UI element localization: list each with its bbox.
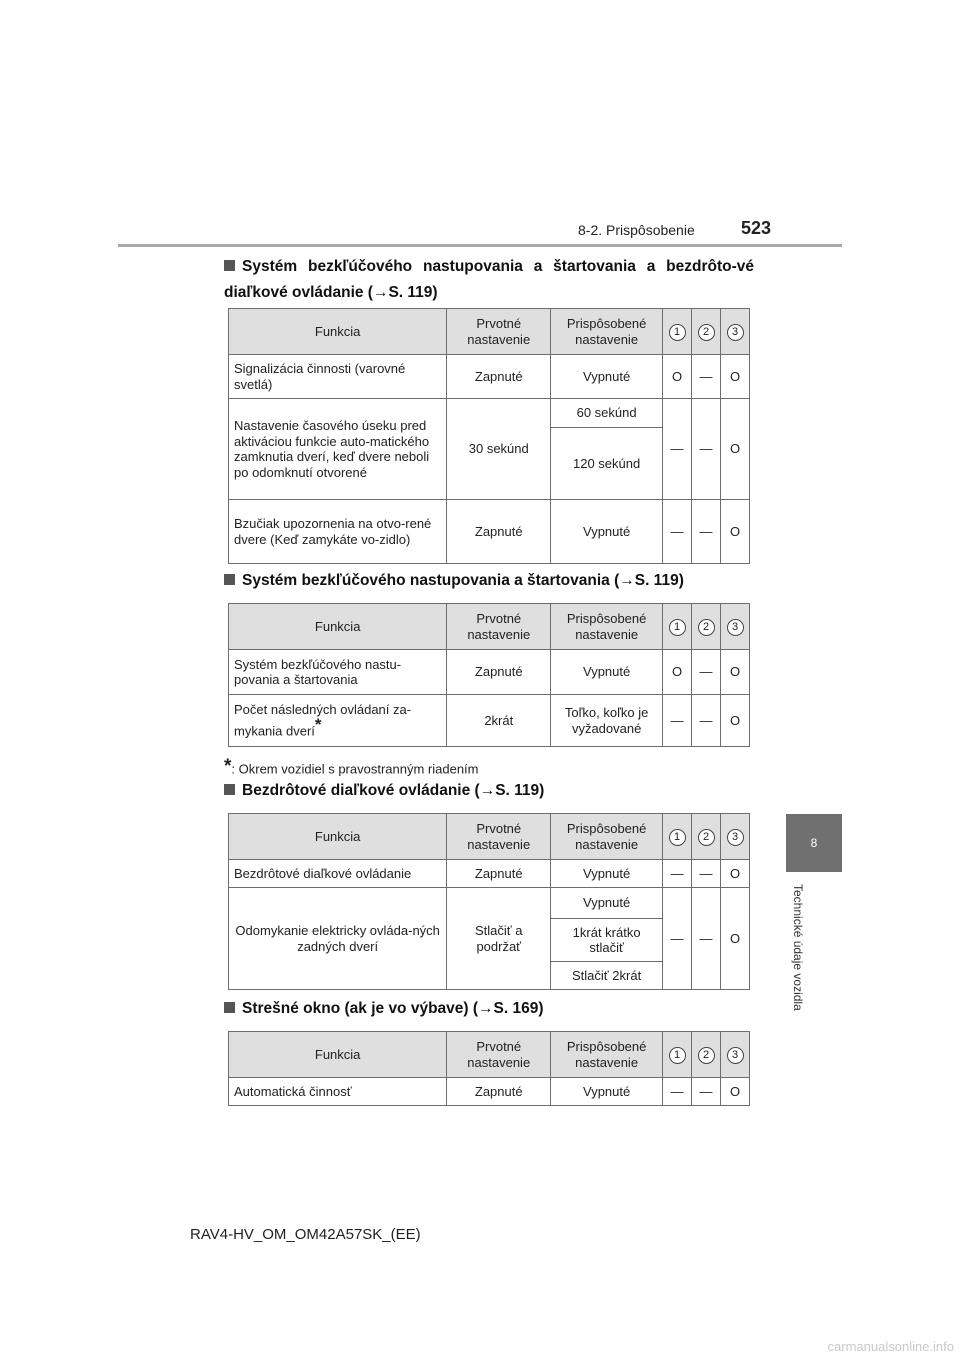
cell-funkcia: Automatická činnosť <box>229 1078 447 1106</box>
heading-ref[interactable]: S. 119) <box>634 572 684 589</box>
cell-mark-1: — <box>663 695 692 747</box>
table-row <box>229 500 750 564</box>
bullet-square-icon <box>224 574 235 585</box>
circled-1-icon: 1 <box>669 829 686 846</box>
cell-prisposobene: Vypnuté <box>551 1078 663 1106</box>
heading-ref[interactable]: S. 119) <box>495 782 545 799</box>
cell-mark-2: — <box>692 860 721 888</box>
cell-mark-2: — <box>692 650 721 695</box>
cell-option: 1krát krátko stlačiť <box>551 919 663 962</box>
section-heading-sunroof <box>224 996 754 1022</box>
cell-mark-2: — <box>692 888 721 990</box>
cell-mark-3: O <box>721 888 750 990</box>
table-row <box>229 860 750 888</box>
cell-mark-3: O <box>721 1078 750 1106</box>
heading-text: Systém bezkľúčového nastupovania a štartovania ( <box>242 572 620 589</box>
cell-prvotne: Zapnuté <box>447 650 551 695</box>
settings-table-sunroof <box>228 1031 750 1106</box>
cell-mark-1: O <box>663 355 692 399</box>
col-header-funkcia: Funkcia <box>229 309 447 355</box>
heading-text: Bezdrôtové diaľkové ovládanie ( <box>242 782 480 799</box>
cell-prvotne: Zapnuté <box>447 500 551 564</box>
col-header-prvotne: Prvotné nastavenie <box>447 309 551 355</box>
section-heading-keyless <box>224 568 754 594</box>
header-rule <box>118 244 842 247</box>
cell-funkcia: Signalizácia činnosti (varovné svetlá) <box>229 355 447 399</box>
col-header-prisposobene: Prispôsobené nastavenie <box>551 604 663 650</box>
cell-mark-1: — <box>663 500 692 564</box>
col-header-2 <box>692 1032 721 1078</box>
col-header-prisposobene: Prispôsobené nastavenie <box>551 309 663 355</box>
col-header-1 <box>663 814 692 860</box>
cell-prvotne: Zapnuté <box>447 1078 551 1106</box>
col-header-funkcia: Funkcia <box>229 1032 447 1078</box>
cell-mark-3: O <box>721 860 750 888</box>
bullet-square-icon <box>224 784 235 795</box>
cell-funkcia: Odomykanie elektricky ovláda-ných zadných dverí <box>229 888 447 990</box>
col-header-prvotne: Prvotné nastavenie <box>447 1032 551 1078</box>
cell-mark-2: — <box>692 399 721 500</box>
cell-mark-2: — <box>692 500 721 564</box>
cell-mark-2: — <box>692 355 721 399</box>
circled-1-icon: 1 <box>669 1047 686 1064</box>
cell-prisposobene: Vypnuté <box>551 500 663 564</box>
chapter-title: Technické údaje vozidla <box>791 884 805 1011</box>
document-code: RAV4-HV_OM_OM42A57SK_(EE) <box>190 1226 421 1243</box>
cell-mark-3: O <box>721 500 750 564</box>
cell-funkcia: Nastavenie časového úseku pred aktiváciou funkcie auto-matického zamknutia dverí, keď dvere neboli po odomknutí otvorené <box>229 399 447 500</box>
section-heading-keyless-and-remote <box>224 254 754 306</box>
cell-mark-3: O <box>721 695 750 747</box>
heading-ref[interactable]: S. 119) <box>388 284 438 301</box>
chapter-tab[interactable] <box>786 814 842 872</box>
cell-mark-2: — <box>692 1078 721 1106</box>
cell-mark-1: — <box>663 888 692 990</box>
footnote-star: * <box>224 756 232 777</box>
table-row <box>229 1078 750 1106</box>
watermark: carmanualsonline.info <box>827 1339 954 1354</box>
heading-text: Systém bezkľúčového nastupovania a štartovania a bezdrôto-vé diaľkové ovládanie ( <box>224 258 754 301</box>
cell-prisposobene: Vypnuté <box>551 355 663 399</box>
col-header-prvotne: Prvotné nastavenie <box>447 604 551 650</box>
footnote-star: * <box>314 715 322 735</box>
table-row <box>229 650 750 695</box>
table-row <box>229 355 750 399</box>
arrow-icon: → <box>372 284 389 301</box>
settings-table-keyless-and-remote <box>228 308 750 564</box>
circled-3-icon: 3 <box>727 324 744 341</box>
cell-prisposobene: Toľko, koľko je vyžadované <box>551 695 663 747</box>
cell-prvotne: Zapnuté <box>447 355 551 399</box>
col-header-2 <box>692 814 721 860</box>
arrow-icon: → <box>619 572 635 589</box>
cell-mark-1: — <box>663 1078 692 1106</box>
col-header-prisposobene: Prispôsobené nastavenie <box>551 1032 663 1078</box>
circled-1-icon: 1 <box>669 324 686 341</box>
cell-option: 120 sekúnd <box>551 428 663 500</box>
cell-option: Vypnuté <box>551 888 663 919</box>
cell-mark-1: — <box>663 399 692 500</box>
settings-table-keyless <box>228 603 750 747</box>
cell-mark-2: — <box>692 695 721 747</box>
cell-prvotne: Zapnuté <box>447 860 551 888</box>
section-label: 8-2. Prispôsobenie <box>578 222 695 238</box>
table-row <box>229 695 750 747</box>
col-header-3 <box>721 309 750 355</box>
cell-mark-3: O <box>721 399 750 500</box>
heading-ref[interactable]: S. 169) <box>493 1000 544 1017</box>
cell-mark-3: O <box>721 650 750 695</box>
cell-funkcia <box>229 695 447 747</box>
cell-funkcia-text: Počet následných ovládaní za-mykania dverí <box>234 701 412 739</box>
cell-option: 60 sekúnd <box>551 399 663 428</box>
col-header-funkcia: Funkcia <box>229 604 447 650</box>
arrow-icon: → <box>479 782 496 799</box>
footnote <box>224 752 479 776</box>
cell-mark-1: O <box>663 650 692 695</box>
bullet-square-icon <box>224 260 235 271</box>
section-heading-remote <box>224 778 754 804</box>
heading-text: Strešné okno (ak je vo výbave) ( <box>242 1000 479 1017</box>
col-header-3 <box>721 604 750 650</box>
circled-1-icon: 1 <box>669 619 686 636</box>
cell-mark-1: — <box>663 860 692 888</box>
cell-funkcia: Bzučiak upozornenia na otvo-rené dvere (Keď zamykáte vo-zidlo) <box>229 500 447 564</box>
chapter-number: 8 <box>810 836 818 850</box>
table-row <box>229 399 750 428</box>
circled-3-icon: 3 <box>727 1047 744 1064</box>
circled-2-icon: 2 <box>698 829 715 846</box>
cell-prvotne: 30 sekúnd <box>447 399 551 500</box>
col-header-3 <box>721 814 750 860</box>
settings-table-remote <box>228 813 750 990</box>
circled-3-icon: 3 <box>727 619 744 636</box>
cell-funkcia: Systém bezkľúčového nastu-povania a štartovania <box>229 650 447 695</box>
cell-funkcia: Bezdrôtové diaľkové ovládanie <box>229 860 447 888</box>
page-number: 523 <box>741 218 772 238</box>
col-header-funkcia: Funkcia <box>229 814 447 860</box>
cell-prvotne: 2krát <box>447 695 551 747</box>
circled-3-icon: 3 <box>727 829 744 846</box>
cell-prisposobene: Vypnuté <box>551 650 663 695</box>
arrow-icon: → <box>478 1000 494 1017</box>
circled-2-icon: 2 <box>698 619 715 636</box>
cell-option: Stlačiť 2krát <box>551 962 663 990</box>
cell-prvotne: Stlačiť a podržať <box>447 888 551 990</box>
footnote-text: : Okrem vozidiel s pravostranným riadením <box>231 761 479 777</box>
col-header-prvotne: Prvotné nastavenie <box>447 814 551 860</box>
col-header-2 <box>692 604 721 650</box>
cell-prisposobene: Vypnuté <box>551 860 663 888</box>
circled-2-icon: 2 <box>698 324 715 341</box>
col-header-1 <box>663 309 692 355</box>
bullet-square-icon <box>224 1002 235 1013</box>
col-header-3 <box>721 1032 750 1078</box>
col-header-prisposobene: Prispôsobené nastavenie <box>551 814 663 860</box>
col-header-1 <box>663 1032 692 1078</box>
table-row <box>229 888 750 919</box>
cell-mark-3: O <box>721 355 750 399</box>
circled-2-icon: 2 <box>698 1047 715 1064</box>
col-header-1 <box>663 604 692 650</box>
col-header-2 <box>692 309 721 355</box>
